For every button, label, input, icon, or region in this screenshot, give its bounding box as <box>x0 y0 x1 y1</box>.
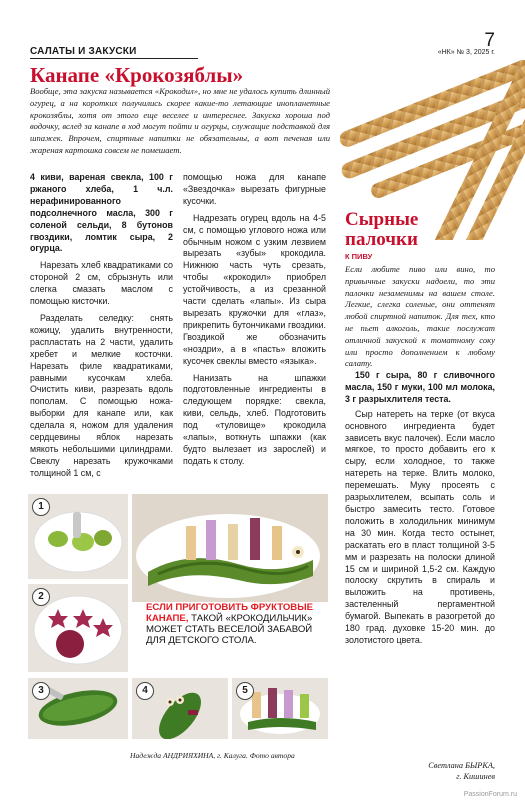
article2-title <box>345 210 418 250</box>
step-number-1: 1 <box>32 498 50 516</box>
article1-intro: Вообще, эта закуска называется «Крокодил», но мне не удалось купить длинный огурец, а на коротких получились скорее какие-то летающие инопланетные крокозяблы, хотя от этого еще веселее и интереснее. Закуска хороша под водочку, вслед за канапе в ход могут пойти и огурцы, служащие подставкой для шпажек. Впрочем, спиртные напитки не обязательны, а вот печеная или жареная картошка совсем не помешает. <box>30 86 330 155</box>
article1-title: Канапе «Крокозяблы» <box>30 63 244 87</box>
step-number-5: 5 <box>236 682 254 700</box>
step-number-4: 4 <box>136 682 154 700</box>
article2-ingredients: 150 г сыра, 80 г сливочного масла, 150 г муки, 100 мл молока, 3 г разрыхлителя теста. <box>345 370 495 404</box>
main-canape-photo <box>132 494 328 602</box>
callout-note <box>146 602 326 646</box>
callout-text: ТАКОЙ «КРОКОДИЛЬЧИК» МОЖЕТ СТАТЬ ВЕСЕЛОЙ ЗАБАВОЙ ДЛЯ ДЕТСКОГО СТОЛА. <box>146 613 313 646</box>
callout-highlight: ЕСЛИ ПРИГОТОВИТЬ ФРУКТОВЫЕ КАНАПЕ, <box>146 602 314 624</box>
article2-title-line1: Сырные <box>345 209 419 230</box>
article2-intro: Если любите пиво или вино, то привычные закуски надоели, то эти палочки незаменимы на вашем столе. Легкие, слегка соленые, они оттенят любой спиртной напиток. Для тех, кто не пьет алкоголь, такие послужат отличной закуской к томатному соку или просто дополнением к любому салату. <box>345 264 495 369</box>
photo-credit: Надежда АНДРИЯХИНА, г. Калуга. Фото автора <box>130 751 295 760</box>
article1-ingredients: 4 киви, вареная свекла, 100 г ржаного хлеба, 1 ч.л. нерафинированного подсолнечного масла, 300 г соленой сельди, 8 бутонов гвоздики, ломтик сыра, 2 огурца. <box>30 172 173 254</box>
article1-column-2 <box>183 172 326 468</box>
section-rule <box>30 58 198 59</box>
issue-label: «НК» № 3, 2025 г. <box>437 49 495 56</box>
section-heading: САЛАТЫ И ЗАКУСКИ <box>30 46 137 57</box>
watermark: PassionForum.ru <box>463 791 517 798</box>
article1-paragraph: Надрезать огурец вдоль на 4-5 см, с помощью углового ножа или обычным ножом с узким лезвием вырезать «зубы» крокодила. Нижнюю часть чуть срезать, чтобы «крокодил» приобрел устойчивость, а из срезанной части сделать «лапы». Из сыра вырезать кружочки для «глаз», прикрепить бутончиками гвоздики. Гвоздикой же обозначить «ноздри», а в «пасть» вложить кусочек свеклы вместо «языка». <box>183 212 326 366</box>
author-city: г. Кишинев <box>456 772 495 781</box>
step-number-2: 2 <box>32 588 50 606</box>
article2-paragraph: Сыр натереть на терке (от вкуса основного ингредиента будет зависеть вкус палочек). Если масло мягкое, то просто добавить его к сыру, если холодное, то также натереть на терке. Влить молоко, перемешать. Муку просеять с разрыхлителем, всыпать соль и быстро замесить тесто. Готовое положить в холодильник минимум на 30 мин. Когда тесто остынет, раскатать его в пласт толщиной 3-5 мм и разрезать на полоски длиной 15 см и шириной 1,5-2 см. Каждую полоску скрутить в спираль и выложить на противень, застеленный пергаментной бумагой. Выпекать в разогретой до 180 град. духовке 15-20 мин. до золотистого цвета. <box>345 408 495 645</box>
article1-column-1 <box>30 172 173 480</box>
article2-title-line2: палочки <box>345 229 418 250</box>
author-name: Светлана БЫРКА, <box>428 761 495 770</box>
article1-paragraph: Разделать селедку: снять кожицу, удалить внутренности, распластать на 2 части, удалить хребет и мелкие косточки. Нарезать филе квадратиками, равными кусочкам хлеба. Очистить киви, разрезать вдоль пополам. С помощью ножа-выборки для канапе или, как сделала я, ножом для удаления сердцевины яблок нарезать мякоть небольшими цилиндрами. Свеклу нарезать кружочками толщиной 1 см, с <box>30 312 173 478</box>
step-number-3: 3 <box>32 682 50 700</box>
article2-column <box>345 370 495 647</box>
article2-author <box>345 760 495 782</box>
page-number: 7 <box>484 30 495 51</box>
article1-paragraph: Нарезать хлеб квадратиками со стороной 2 см, сбрызнуть или слегка смазать маслом с помощью кисточки. <box>30 260 173 307</box>
article1-paragraph: помощью ножа для канапе «Звездочка» вырезать фигурные кусочки. <box>183 172 326 206</box>
article1-paragraph: Нанизать на шпажки подготовленные ингредиенты в следующем порядке: свекла, киви, сельдь, хлеб. Подготовить под «туловище» крокодила «лапы», воткнуть шпажки (как будто вылезает из зарослей) и подать к столу. <box>183 372 326 466</box>
article2-subtitle: К ПИВУ <box>345 252 373 261</box>
